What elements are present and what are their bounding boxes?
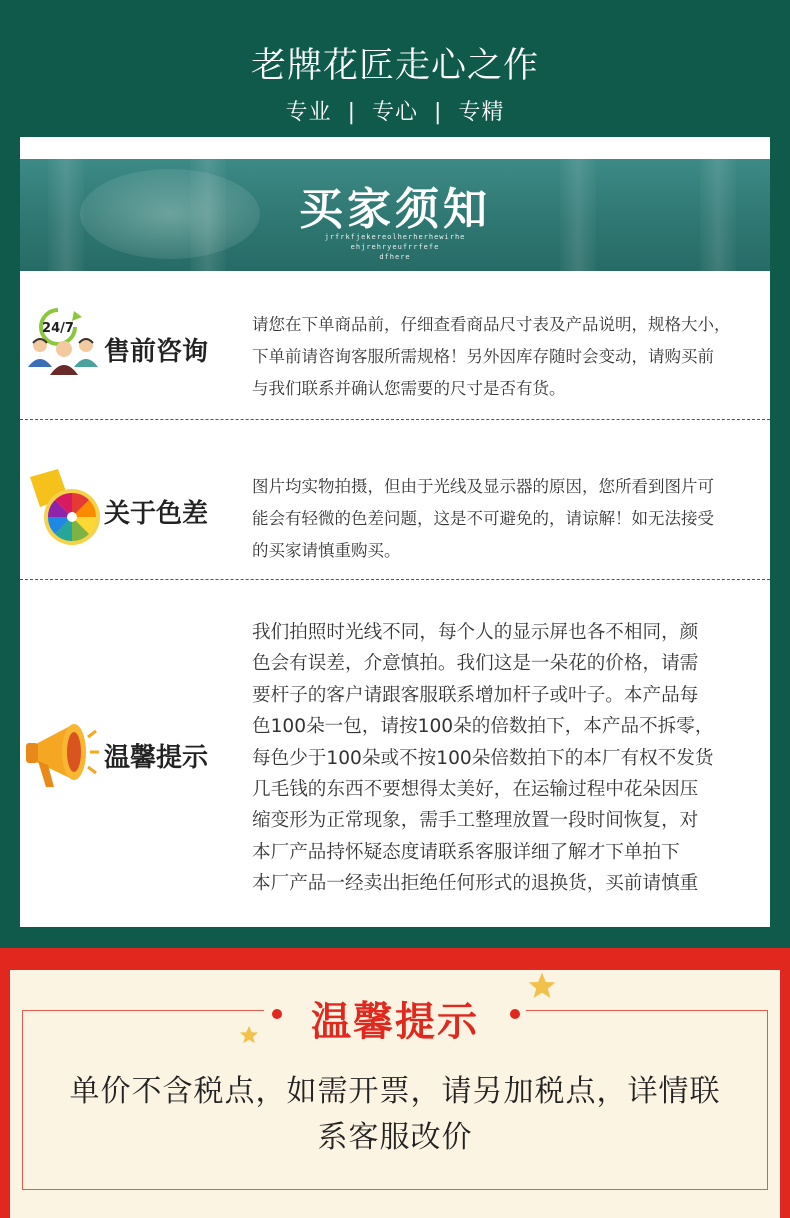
section-divider [20,579,770,580]
section-body-line: 色会有误差，介意慎拍。我们这是一朵花的价格，请需 [252,653,699,675]
subtitle-item-3: 专精 [458,100,505,125]
section-body [252,309,731,405]
section-body [252,471,714,567]
section-color-difference [20,421,770,577]
section-body [252,617,713,900]
notice-box [10,970,780,1218]
notice-panel [0,948,790,1218]
section-body-line: 请您在下单商品前，仔细查看商品尺寸表及产品说明，规格大小， [252,315,731,334]
section-body-line: 我们拍照时光线不同，每个人的显示屏也各不相同，颜 [252,622,699,643]
svg-text:24/7: 24/7 [42,321,74,336]
section-label: 售前咨询 [104,337,209,367]
section-body-line: 与我们联系并确认您需要的尺寸是否有货。 [252,379,566,398]
buyer-notice-card [20,137,770,927]
section-body-line: 几毛钱的东西不要想得太美好，在运输过程中花朵因压 [252,779,699,801]
subtitle-item-1: 专业 [285,100,332,125]
section-body-line: 要杆子的客户请跟客服联系增加杆子或叶子。本产品每 [252,684,699,706]
subtitle-item-2: 专心 [371,100,418,125]
page-subtitle [0,95,790,126]
subtitle-separator: | [347,100,356,125]
banner-small-text: ehjrehryeufrrfefe [350,243,440,251]
section-body-line: 图片均实物拍摄，但由于光线及显示器的原因，您所看到图片可 [252,477,714,496]
section-label: 关于色差 [104,499,209,529]
section-body-line: 下单前请咨询客服所需规格！另外因库存随时会变动，请购买前 [252,347,714,366]
customer-service-247-icon [24,303,104,375]
section-body-line: 缩变形为正常现象，需手工整理放置一段时间恢复，对 [252,810,699,832]
section-body-line: 本厂产品持怀疑态度请联系客服详细了解才下单拍下 [252,841,680,863]
megaphone-icon [24,719,100,791]
section-body-line: 的买家请慎重购买。 [252,541,401,560]
section-presale-consult [20,271,770,417]
page-title: 老牌花匠走心之作 [250,46,539,86]
section-label: 温馨提示 [104,743,209,773]
banner-title: 买家须知 [299,184,491,235]
section-body-line: 本厂产品一经卖出拒绝任何形式的退换货，买前请慎重 [252,873,699,895]
buyer-notice-banner [20,159,770,271]
section-body-line: 色100朵一包，请按100朵的倍数拍下，本产品不拆零， [252,716,714,738]
color-wheel-icon [24,467,104,549]
section-body-line: 每色少于100朵或不按100朵倍数拍下的本厂有权不发货 [252,747,714,769]
section-divider [20,419,770,420]
banner-small-text: jrfrkfjekereolherherhewirhe [324,233,466,241]
notice-title: 温馨提示 [311,999,479,1045]
notice-text-line: 单价不含税点，如需开票，请另加税点，详情联 [69,1074,721,1109]
notice-text-line: 系客服改价 [317,1120,473,1155]
section-warm-tips [20,581,770,927]
subtitle-separator: | [434,100,443,125]
star-icon [526,970,558,1002]
section-body-line: 能会有轻微的色差问题，这是不可避免的，请谅解！如无法接受 [252,509,714,528]
banner-small-text: dfhere [379,253,411,261]
star-icon [238,1024,260,1046]
